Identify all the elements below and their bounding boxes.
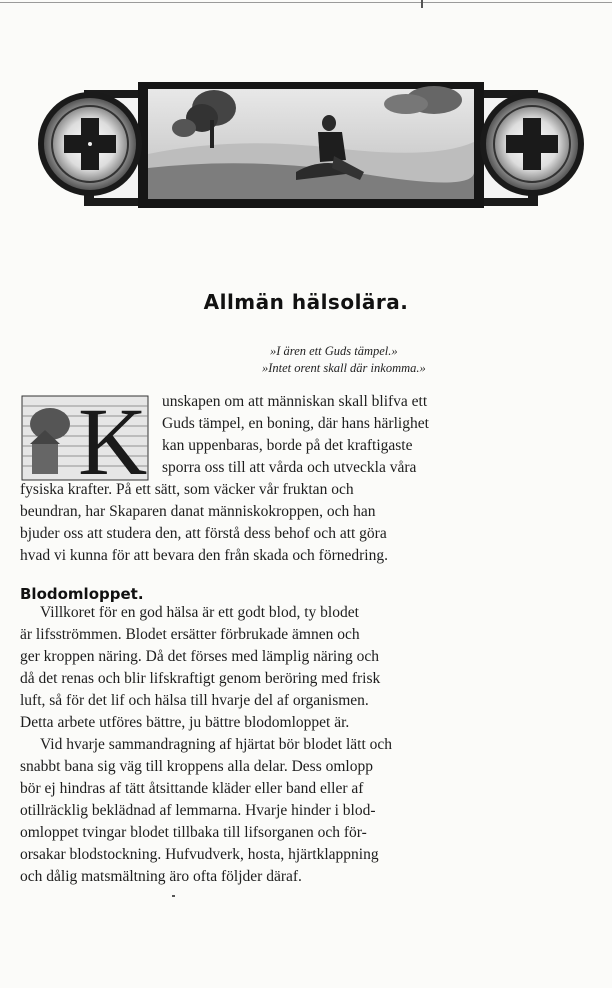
top-rule	[0, 2, 612, 3]
chapter-title: Allmän hälsolära.	[203, 290, 409, 314]
epigraph-line: »I ären ett Guds tämpel.»	[270, 344, 398, 358]
section-heading: Blodomloppet.	[20, 585, 144, 603]
section-body	[0, 600, 612, 900]
text-line: omloppet tvingar blodet tillbaka till lifsorganen och för-	[20, 824, 367, 841]
intro-paragraph	[0, 393, 612, 583]
text-line: ger kroppen näring. Då det förses med lämplig näring och	[20, 648, 379, 665]
text-line: beundran, har Skaparen danat människokroppen, och han	[20, 503, 376, 520]
print-mark	[172, 895, 175, 897]
text-line: fysiska krafter. På ett sätt, som väcker vår fruktan och	[20, 481, 354, 498]
epigraph-line: »Intet orent skall där inkomma.»	[262, 361, 426, 375]
dropcap-letter: K	[78, 394, 148, 482]
text-line: då det renas och blir lifskraftigt genom beröring med frisk	[20, 670, 381, 687]
text-line: hvad vi kunna för att bevara den från skada och förnedring.	[20, 547, 388, 564]
text-line: Vid hvarje sammandragning af hjärtat bör blodet lätt och	[40, 736, 393, 753]
header-ornament	[34, 76, 588, 218]
landscape-vignette	[148, 86, 474, 199]
epigraph	[262, 343, 562, 377]
text-line: Detta arbete utföres bättre, ju bättre blodomloppet är.	[20, 714, 350, 731]
text-line: kan uppenbaras, borde på det kraftigaste	[162, 437, 413, 454]
text-line: Guds tämpel, en boning, där hans härlighet	[162, 415, 429, 432]
text-line: Villkoret för en god hälsa är ett godt blod, ty blodet	[40, 604, 359, 621]
text-line: bör ej hindras af tätt åtsittande kläder eller band eller af	[20, 780, 364, 797]
cross-medallion-icon	[38, 92, 142, 196]
text-line: orsakar blodstockning. Hufvudverk, hosta, hjärtklappning	[20, 846, 379, 863]
cross-medallion-icon	[480, 92, 584, 196]
text-line: och dålig matsmältning äro ofta följder däraf.	[20, 868, 302, 885]
text-line: luft, så för det lif och hälsa till hvarje del af organismen.	[20, 692, 369, 709]
text-line: sporra oss till att vårda och utveckla våra	[162, 459, 417, 476]
text-line: snabbt bana sig väg till kroppens alla delar. Dess omlopp	[20, 758, 373, 775]
text-line: bjuder oss att studera den, att förstå dess behof och att göra	[20, 525, 387, 542]
text-line: unskapen om att människan skall blifva ett	[162, 393, 428, 410]
page-mark	[421, 0, 423, 8]
text-line: otillräcklig beklädnad af lemmarna. Hvarje hinder i blod-	[20, 802, 376, 819]
text-line: är lifsströmmen. Blodet ersätter förbrukade ämnen och	[20, 626, 360, 643]
